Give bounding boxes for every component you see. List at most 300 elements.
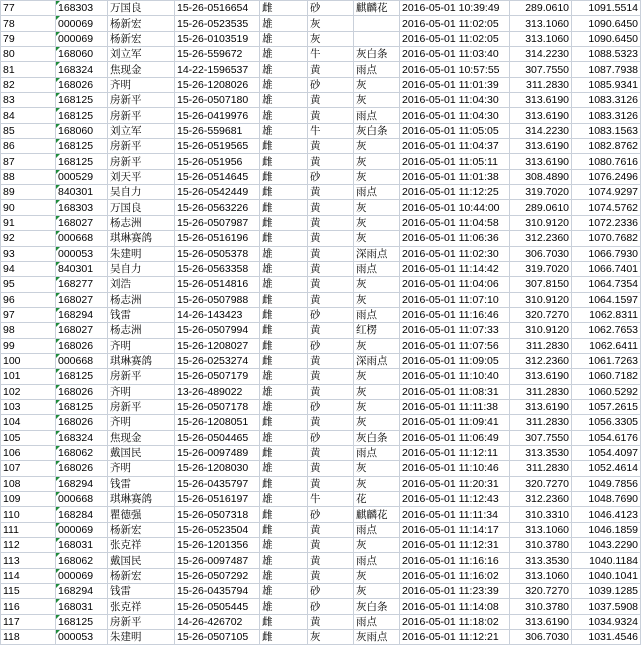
member-id-cell[interactable]: 000668 [56, 353, 108, 368]
row-number-cell[interactable]: 96 [1, 292, 56, 307]
distance-cell[interactable]: 314.2230 [510, 123, 572, 138]
eye-cell[interactable]: 黄 [308, 445, 354, 460]
owner-name-cell[interactable]: 吴自力 [108, 261, 175, 276]
color-cell[interactable]: 雨点 [354, 185, 400, 200]
table-row[interactable] [1, 430, 641, 445]
table-row[interactable] [1, 461, 641, 476]
table-row[interactable] [1, 200, 641, 215]
owner-name-cell[interactable]: 房新平 [108, 139, 175, 154]
distance-cell[interactable]: 313.1060 [510, 568, 572, 583]
speed-cell[interactable]: 1060.7182 [572, 369, 641, 384]
distance-cell[interactable]: 289.0610 [510, 1, 572, 16]
speed-cell[interactable]: 1040.1184 [572, 553, 641, 568]
table-row[interactable] [1, 31, 641, 46]
speed-cell[interactable]: 1074.9297 [572, 185, 641, 200]
table-row[interactable] [1, 292, 641, 307]
color-cell[interactable]: 雨点 [354, 108, 400, 123]
table-row[interactable] [1, 630, 641, 645]
member-id-cell[interactable]: 168027 [56, 292, 108, 307]
distance-cell[interactable]: 312.2360 [510, 492, 572, 507]
eye-cell[interactable]: 黄 [308, 353, 354, 368]
sex-cell[interactable]: 雄 [260, 369, 308, 384]
owner-name-cell[interactable]: 房新平 [108, 399, 175, 414]
member-id-cell[interactable]: 000069 [56, 31, 108, 46]
owner-name-cell[interactable]: 瞿德强 [108, 507, 175, 522]
table-row[interactable] [1, 584, 641, 599]
row-number-cell[interactable]: 110 [1, 507, 56, 522]
eye-cell[interactable]: 黄 [308, 538, 354, 553]
speed-cell[interactable]: 1085.9341 [572, 77, 641, 92]
distance-cell[interactable]: 289.0610 [510, 200, 572, 215]
eye-cell[interactable]: 灰 [308, 630, 354, 645]
sex-cell[interactable]: 雌 [260, 522, 308, 537]
member-id-cell[interactable]: 168125 [56, 369, 108, 384]
table-row[interactable] [1, 307, 641, 322]
distance-cell[interactable]: 310.9120 [510, 215, 572, 230]
member-id-cell[interactable]: 168294 [56, 307, 108, 322]
eye-cell[interactable]: 黄 [308, 384, 354, 399]
color-cell[interactable]: 雨点 [354, 445, 400, 460]
ring-number-cell[interactable]: 14-22-1596537 [175, 62, 260, 77]
sex-cell[interactable]: 雌 [260, 507, 308, 522]
sex-cell[interactable]: 雄 [260, 461, 308, 476]
sex-cell[interactable]: 雄 [260, 123, 308, 138]
table-row[interactable] [1, 553, 641, 568]
member-id-cell[interactable]: 168125 [56, 139, 108, 154]
row-number-cell[interactable]: 80 [1, 47, 56, 62]
member-id-cell[interactable]: 168060 [56, 47, 108, 62]
table-row[interactable] [1, 538, 641, 553]
arrival-time-cell[interactable]: 2016-05-01 11:20:31 [400, 476, 510, 491]
table-row[interactable] [1, 108, 641, 123]
row-number-cell[interactable]: 105 [1, 430, 56, 445]
row-number-cell[interactable]: 109 [1, 492, 56, 507]
ring-number-cell[interactable]: 15-26-559681 [175, 123, 260, 138]
eye-cell[interactable]: 黄 [308, 108, 354, 123]
sex-cell[interactable]: 雌 [260, 292, 308, 307]
color-cell[interactable]: 灰 [354, 277, 400, 292]
color-cell[interactable]: 雨点 [354, 614, 400, 629]
color-cell[interactable]: 灰 [354, 415, 400, 430]
member-id-cell[interactable]: 168026 [56, 338, 108, 353]
row-number-cell[interactable]: 98 [1, 323, 56, 338]
speed-cell[interactable]: 1076.2496 [572, 169, 641, 184]
eye-cell[interactable]: 砂 [308, 307, 354, 322]
member-id-cell[interactable]: 168026 [56, 384, 108, 399]
arrival-time-cell[interactable]: 2016-05-01 11:07:10 [400, 292, 510, 307]
member-id-cell[interactable]: 168027 [56, 215, 108, 230]
member-id-cell[interactable]: 168031 [56, 538, 108, 553]
row-number-cell[interactable]: 95 [1, 277, 56, 292]
table-row[interactable] [1, 139, 641, 154]
arrival-time-cell[interactable]: 2016-05-01 11:05:05 [400, 123, 510, 138]
row-number-cell[interactable]: 94 [1, 261, 56, 276]
distance-cell[interactable]: 307.7550 [510, 62, 572, 77]
row-number-cell[interactable]: 90 [1, 200, 56, 215]
color-cell[interactable]: 麒麟花 [354, 507, 400, 522]
speed-cell[interactable]: 1070.7682 [572, 231, 641, 246]
table-row[interactable] [1, 445, 641, 460]
table-row[interactable] [1, 384, 641, 399]
row-number-cell[interactable]: 99 [1, 338, 56, 353]
sex-cell[interactable]: 雌 [260, 185, 308, 200]
color-cell[interactable]: 雨点 [354, 307, 400, 322]
distance-cell[interactable]: 313.6190 [510, 614, 572, 629]
eye-cell[interactable]: 黄 [308, 246, 354, 261]
owner-name-cell[interactable]: 焦现金 [108, 430, 175, 445]
eye-cell[interactable]: 黄 [308, 200, 354, 215]
member-id-cell[interactable]: 000069 [56, 568, 108, 583]
owner-name-cell[interactable]: 齐明 [108, 338, 175, 353]
member-id-cell[interactable]: 000069 [56, 16, 108, 31]
row-number-cell[interactable]: 113 [1, 553, 56, 568]
arrival-time-cell[interactable]: 2016-05-01 11:10:40 [400, 369, 510, 384]
ring-number-cell[interactable]: 15-26-0253274 [175, 353, 260, 368]
member-id-cell[interactable]: 168277 [56, 277, 108, 292]
sex-cell[interactable]: 雄 [260, 47, 308, 62]
ring-number-cell[interactable]: 15-26-0097489 [175, 445, 260, 460]
distance-cell[interactable]: 312.2360 [510, 353, 572, 368]
sex-cell[interactable]: 雄 [260, 108, 308, 123]
table-row[interactable] [1, 277, 641, 292]
speed-cell[interactable]: 1062.8311 [572, 307, 641, 322]
table-row[interactable] [1, 568, 641, 583]
sex-cell[interactable]: 雌 [260, 476, 308, 491]
table-row[interactable] [1, 492, 641, 507]
row-number-cell[interactable]: 92 [1, 231, 56, 246]
arrival-time-cell[interactable]: 2016-05-01 11:09:05 [400, 353, 510, 368]
ring-number-cell[interactable]: 15-26-0523535 [175, 16, 260, 31]
table-row[interactable] [1, 399, 641, 414]
distance-cell[interactable]: 313.3530 [510, 553, 572, 568]
member-id-cell[interactable]: 168324 [56, 430, 108, 445]
ring-number-cell[interactable]: 15-26-0563226 [175, 200, 260, 215]
sex-cell[interactable]: 雌 [260, 307, 308, 322]
row-number-cell[interactable]: 83 [1, 93, 56, 108]
speed-cell[interactable]: 1082.8762 [572, 139, 641, 154]
eye-cell[interactable]: 砂 [308, 1, 354, 16]
ring-number-cell[interactable]: 15-26-0507178 [175, 399, 260, 414]
sex-cell[interactable]: 雄 [260, 599, 308, 614]
table-row[interactable] [1, 123, 641, 138]
row-number-cell[interactable]: 89 [1, 185, 56, 200]
arrival-time-cell[interactable]: 2016-05-01 11:03:40 [400, 47, 510, 62]
owner-name-cell[interactable]: 杨新宏 [108, 16, 175, 31]
eye-cell[interactable]: 灰 [308, 16, 354, 31]
color-cell[interactable]: 灰 [354, 399, 400, 414]
color-cell[interactable]: 灰 [354, 77, 400, 92]
row-number-cell[interactable]: 78 [1, 16, 56, 31]
row-number-cell[interactable]: 82 [1, 77, 56, 92]
distance-cell[interactable]: 308.4890 [510, 169, 572, 184]
table-row[interactable] [1, 522, 641, 537]
eye-cell[interactable]: 砂 [308, 399, 354, 414]
row-number-cell[interactable]: 103 [1, 399, 56, 414]
color-cell[interactable]: 灰雨点 [354, 630, 400, 645]
speed-cell[interactable]: 1088.5323 [572, 47, 641, 62]
ring-number-cell[interactable]: 15-26-0435797 [175, 476, 260, 491]
owner-name-cell[interactable]: 朱建明 [108, 630, 175, 645]
ring-number-cell[interactable]: 15-26-0507180 [175, 93, 260, 108]
distance-cell[interactable]: 313.6190 [510, 369, 572, 384]
arrival-time-cell[interactable]: 2016-05-01 11:12:21 [400, 630, 510, 645]
color-cell[interactable]: 灰 [354, 169, 400, 184]
ring-number-cell[interactable]: 15-26-0507179 [175, 369, 260, 384]
owner-name-cell[interactable]: 钱雷 [108, 307, 175, 322]
eye-cell[interactable]: 砂 [308, 584, 354, 599]
owner-name-cell[interactable]: 齐明 [108, 384, 175, 399]
owner-name-cell[interactable]: 戴国民 [108, 553, 175, 568]
member-id-cell[interactable]: 168031 [56, 599, 108, 614]
eye-cell[interactable]: 黄 [308, 369, 354, 384]
ring-number-cell[interactable]: 15-26-0103519 [175, 31, 260, 46]
member-id-cell[interactable]: 168125 [56, 93, 108, 108]
sex-cell[interactable]: 雄 [260, 77, 308, 92]
owner-name-cell[interactable]: 戴国民 [108, 445, 175, 460]
eye-cell[interactable]: 黄 [308, 185, 354, 200]
owner-name-cell[interactable]: 房新平 [108, 93, 175, 108]
owner-name-cell[interactable]: 刘浩 [108, 277, 175, 292]
row-number-cell[interactable]: 107 [1, 461, 56, 476]
eye-cell[interactable]: 黄 [308, 154, 354, 169]
eye-cell[interactable]: 黄 [308, 292, 354, 307]
ring-number-cell[interactable]: 15-26-0516197 [175, 492, 260, 507]
owner-name-cell[interactable]: 房新平 [108, 614, 175, 629]
distance-cell[interactable]: 307.7550 [510, 430, 572, 445]
table-row[interactable] [1, 154, 641, 169]
arrival-time-cell[interactable]: 2016-05-01 11:16:16 [400, 553, 510, 568]
sex-cell[interactable]: 雄 [260, 62, 308, 77]
speed-cell[interactable]: 1083.3126 [572, 93, 641, 108]
distance-cell[interactable]: 311.2830 [510, 461, 572, 476]
owner-name-cell[interactable]: 琪琳赛鸽 [108, 353, 175, 368]
sex-cell[interactable]: 雌 [260, 353, 308, 368]
distance-cell[interactable]: 313.6190 [510, 108, 572, 123]
ring-number-cell[interactable]: 15-26-0507105 [175, 630, 260, 645]
eye-cell[interactable]: 砂 [308, 169, 354, 184]
sex-cell[interactable]: 雄 [260, 430, 308, 445]
arrival-time-cell[interactable]: 2016-05-01 11:10:46 [400, 461, 510, 476]
table-row[interactable] [1, 215, 641, 230]
row-number-cell[interactable]: 93 [1, 246, 56, 261]
speed-cell[interactable]: 1091.5514 [572, 1, 641, 16]
table-row[interactable] [1, 246, 641, 261]
table-row[interactable] [1, 169, 641, 184]
speed-cell[interactable]: 1054.4097 [572, 445, 641, 460]
color-cell[interactable] [354, 16, 400, 31]
table-row[interactable] [1, 323, 641, 338]
eye-cell[interactable]: 砂 [308, 507, 354, 522]
ring-number-cell[interactable]: 15-26-1208026 [175, 77, 260, 92]
arrival-time-cell[interactable]: 2016-05-01 11:08:31 [400, 384, 510, 399]
row-number-cell[interactable]: 112 [1, 538, 56, 553]
arrival-time-cell[interactable]: 2016-05-01 11:04:30 [400, 93, 510, 108]
sex-cell[interactable]: 雄 [260, 246, 308, 261]
sex-cell[interactable]: 雌 [260, 630, 308, 645]
arrival-time-cell[interactable]: 2016-05-01 11:09:41 [400, 415, 510, 430]
eye-cell[interactable]: 牛 [308, 123, 354, 138]
distance-cell[interactable]: 310.3310 [510, 507, 572, 522]
color-cell[interactable]: 雨点 [354, 62, 400, 77]
table-row[interactable] [1, 599, 641, 614]
arrival-time-cell[interactable]: 2016-05-01 11:14:42 [400, 261, 510, 276]
speed-cell[interactable]: 1066.7401 [572, 261, 641, 276]
member-id-cell[interactable]: 168294 [56, 476, 108, 491]
eye-cell[interactable]: 黄 [308, 261, 354, 276]
table-row[interactable] [1, 476, 641, 491]
ring-number-cell[interactable]: 13-26-489022 [175, 384, 260, 399]
sex-cell[interactable]: 雄 [260, 399, 308, 414]
distance-cell[interactable]: 314.2230 [510, 47, 572, 62]
arrival-time-cell[interactable]: 2016-05-01 11:07:56 [400, 338, 510, 353]
table-row[interactable] [1, 1, 641, 16]
row-number-cell[interactable]: 91 [1, 215, 56, 230]
member-id-cell[interactable]: 000529 [56, 169, 108, 184]
member-id-cell[interactable]: 168026 [56, 77, 108, 92]
color-cell[interactable]: 灰 [354, 568, 400, 583]
member-id-cell[interactable]: 168062 [56, 445, 108, 460]
row-number-cell[interactable]: 84 [1, 108, 56, 123]
ring-number-cell[interactable]: 15-26-0542449 [175, 185, 260, 200]
sex-cell[interactable]: 雌 [260, 445, 308, 460]
distance-cell[interactable]: 306.7030 [510, 246, 572, 261]
ring-number-cell[interactable]: 14-26-426702 [175, 614, 260, 629]
arrival-time-cell[interactable]: 2016-05-01 11:16:46 [400, 307, 510, 322]
member-id-cell[interactable]: 000053 [56, 630, 108, 645]
color-cell[interactable]: 红楞 [354, 323, 400, 338]
eye-cell[interactable]: 黄 [308, 62, 354, 77]
color-cell[interactable]: 灰白条 [354, 430, 400, 445]
color-cell[interactable]: 深雨点 [354, 246, 400, 261]
ring-number-cell[interactable]: 15-26-1208030 [175, 461, 260, 476]
color-cell[interactable]: 麒麟花 [354, 1, 400, 16]
table-row[interactable] [1, 415, 641, 430]
table-row[interactable] [1, 93, 641, 108]
speed-cell[interactable]: 1087.7938 [572, 62, 641, 77]
ring-number-cell[interactable]: 15-26-0504465 [175, 430, 260, 445]
arrival-time-cell[interactable]: 2016-05-01 11:14:17 [400, 522, 510, 537]
owner-name-cell[interactable]: 刘天平 [108, 169, 175, 184]
speed-cell[interactable]: 1057.2615 [572, 399, 641, 414]
sex-cell[interactable]: 雌 [260, 215, 308, 230]
owner-name-cell[interactable]: 张克祥 [108, 538, 175, 553]
owner-name-cell[interactable]: 万国良 [108, 1, 175, 16]
color-cell[interactable]: 雨点 [354, 553, 400, 568]
distance-cell[interactable]: 313.1060 [510, 16, 572, 31]
member-id-cell[interactable]: 168060 [56, 123, 108, 138]
speed-cell[interactable]: 1037.5908 [572, 599, 641, 614]
member-id-cell[interactable]: 168027 [56, 323, 108, 338]
sex-cell[interactable]: 雄 [260, 93, 308, 108]
owner-name-cell[interactable]: 焦现金 [108, 62, 175, 77]
owner-name-cell[interactable]: 房新平 [108, 154, 175, 169]
member-id-cell[interactable]: 168026 [56, 461, 108, 476]
ring-number-cell[interactable]: 15-26-051956 [175, 154, 260, 169]
row-number-cell[interactable]: 100 [1, 353, 56, 368]
color-cell[interactable]: 灰白条 [354, 47, 400, 62]
color-cell[interactable]: 灰 [354, 584, 400, 599]
speed-cell[interactable]: 1062.6411 [572, 338, 641, 353]
owner-name-cell[interactable]: 杨新宏 [108, 568, 175, 583]
distance-cell[interactable]: 312.2360 [510, 231, 572, 246]
distance-cell[interactable]: 311.2830 [510, 77, 572, 92]
arrival-time-cell[interactable]: 2016-05-01 11:11:38 [400, 399, 510, 414]
arrival-time-cell[interactable]: 2016-05-01 11:23:39 [400, 584, 510, 599]
member-id-cell[interactable]: 840301 [56, 185, 108, 200]
color-cell[interactable]: 灰 [354, 231, 400, 246]
arrival-time-cell[interactable]: 2016-05-01 11:01:38 [400, 169, 510, 184]
distance-cell[interactable]: 320.7270 [510, 476, 572, 491]
ring-number-cell[interactable]: 15-26-1208027 [175, 338, 260, 353]
ring-number-cell[interactable]: 15-26-0563358 [175, 261, 260, 276]
arrival-time-cell[interactable]: 2016-05-01 11:04:06 [400, 277, 510, 292]
eye-cell[interactable]: 黄 [308, 614, 354, 629]
speed-cell[interactable]: 1040.1041 [572, 568, 641, 583]
member-id-cell[interactable]: 168284 [56, 507, 108, 522]
speed-cell[interactable]: 1080.7616 [572, 154, 641, 169]
speed-cell[interactable]: 1043.2290 [572, 538, 641, 553]
distance-cell[interactable]: 319.7020 [510, 185, 572, 200]
distance-cell[interactable]: 310.9120 [510, 292, 572, 307]
owner-name-cell[interactable]: 钱雷 [108, 584, 175, 599]
table-row[interactable] [1, 261, 641, 276]
owner-name-cell[interactable]: 杨志洲 [108, 215, 175, 230]
speed-cell[interactable]: 1083.1563 [572, 123, 641, 138]
color-cell[interactable]: 灰 [354, 369, 400, 384]
ring-number-cell[interactable]: 15-26-0514645 [175, 169, 260, 184]
row-number-cell[interactable]: 77 [1, 1, 56, 16]
sex-cell[interactable]: 雄 [260, 538, 308, 553]
member-id-cell[interactable]: 168026 [56, 415, 108, 430]
sex-cell[interactable]: 雌 [260, 614, 308, 629]
speed-cell[interactable]: 1034.9324 [572, 614, 641, 629]
arrival-time-cell[interactable]: 2016-05-01 11:01:39 [400, 77, 510, 92]
color-cell[interactable]: 灰 [354, 384, 400, 399]
speed-cell[interactable]: 1056.3305 [572, 415, 641, 430]
sex-cell[interactable]: 雌 [260, 200, 308, 215]
owner-name-cell[interactable]: 杨新宏 [108, 31, 175, 46]
row-number-cell[interactable]: 86 [1, 139, 56, 154]
member-id-cell[interactable]: 168303 [56, 1, 108, 16]
distance-cell[interactable]: 313.6190 [510, 154, 572, 169]
owner-name-cell[interactable]: 房新平 [108, 369, 175, 384]
ring-number-cell[interactable]: 15-26-0507987 [175, 215, 260, 230]
sex-cell[interactable]: 雄 [260, 492, 308, 507]
eye-cell[interactable]: 灰 [308, 31, 354, 46]
color-cell[interactable]: 灰 [354, 154, 400, 169]
table-row[interactable] [1, 62, 641, 77]
arrival-time-cell[interactable]: 2016-05-01 11:07:33 [400, 323, 510, 338]
distance-cell[interactable]: 313.6190 [510, 93, 572, 108]
speed-cell[interactable]: 1049.7856 [572, 476, 641, 491]
eye-cell[interactable]: 黄 [308, 139, 354, 154]
eye-cell[interactable]: 砂 [308, 599, 354, 614]
arrival-time-cell[interactable]: 2016-05-01 11:05:11 [400, 154, 510, 169]
owner-name-cell[interactable]: 琪琳赛鸽 [108, 231, 175, 246]
eye-cell[interactable]: 黄 [308, 522, 354, 537]
distance-cell[interactable]: 313.1060 [510, 31, 572, 46]
distance-cell[interactable]: 311.2830 [510, 338, 572, 353]
member-id-cell[interactable]: 168303 [56, 200, 108, 215]
eye-cell[interactable]: 黄 [308, 323, 354, 338]
row-number-cell[interactable]: 81 [1, 62, 56, 77]
sex-cell[interactable]: 雄 [260, 584, 308, 599]
speed-cell[interactable]: 1061.7263 [572, 353, 641, 368]
eye-cell[interactable]: 黄 [308, 568, 354, 583]
color-cell[interactable]: 灰白条 [354, 123, 400, 138]
ring-number-cell[interactable]: 15-26-0419976 [175, 108, 260, 123]
owner-name-cell[interactable]: 张克祥 [108, 599, 175, 614]
